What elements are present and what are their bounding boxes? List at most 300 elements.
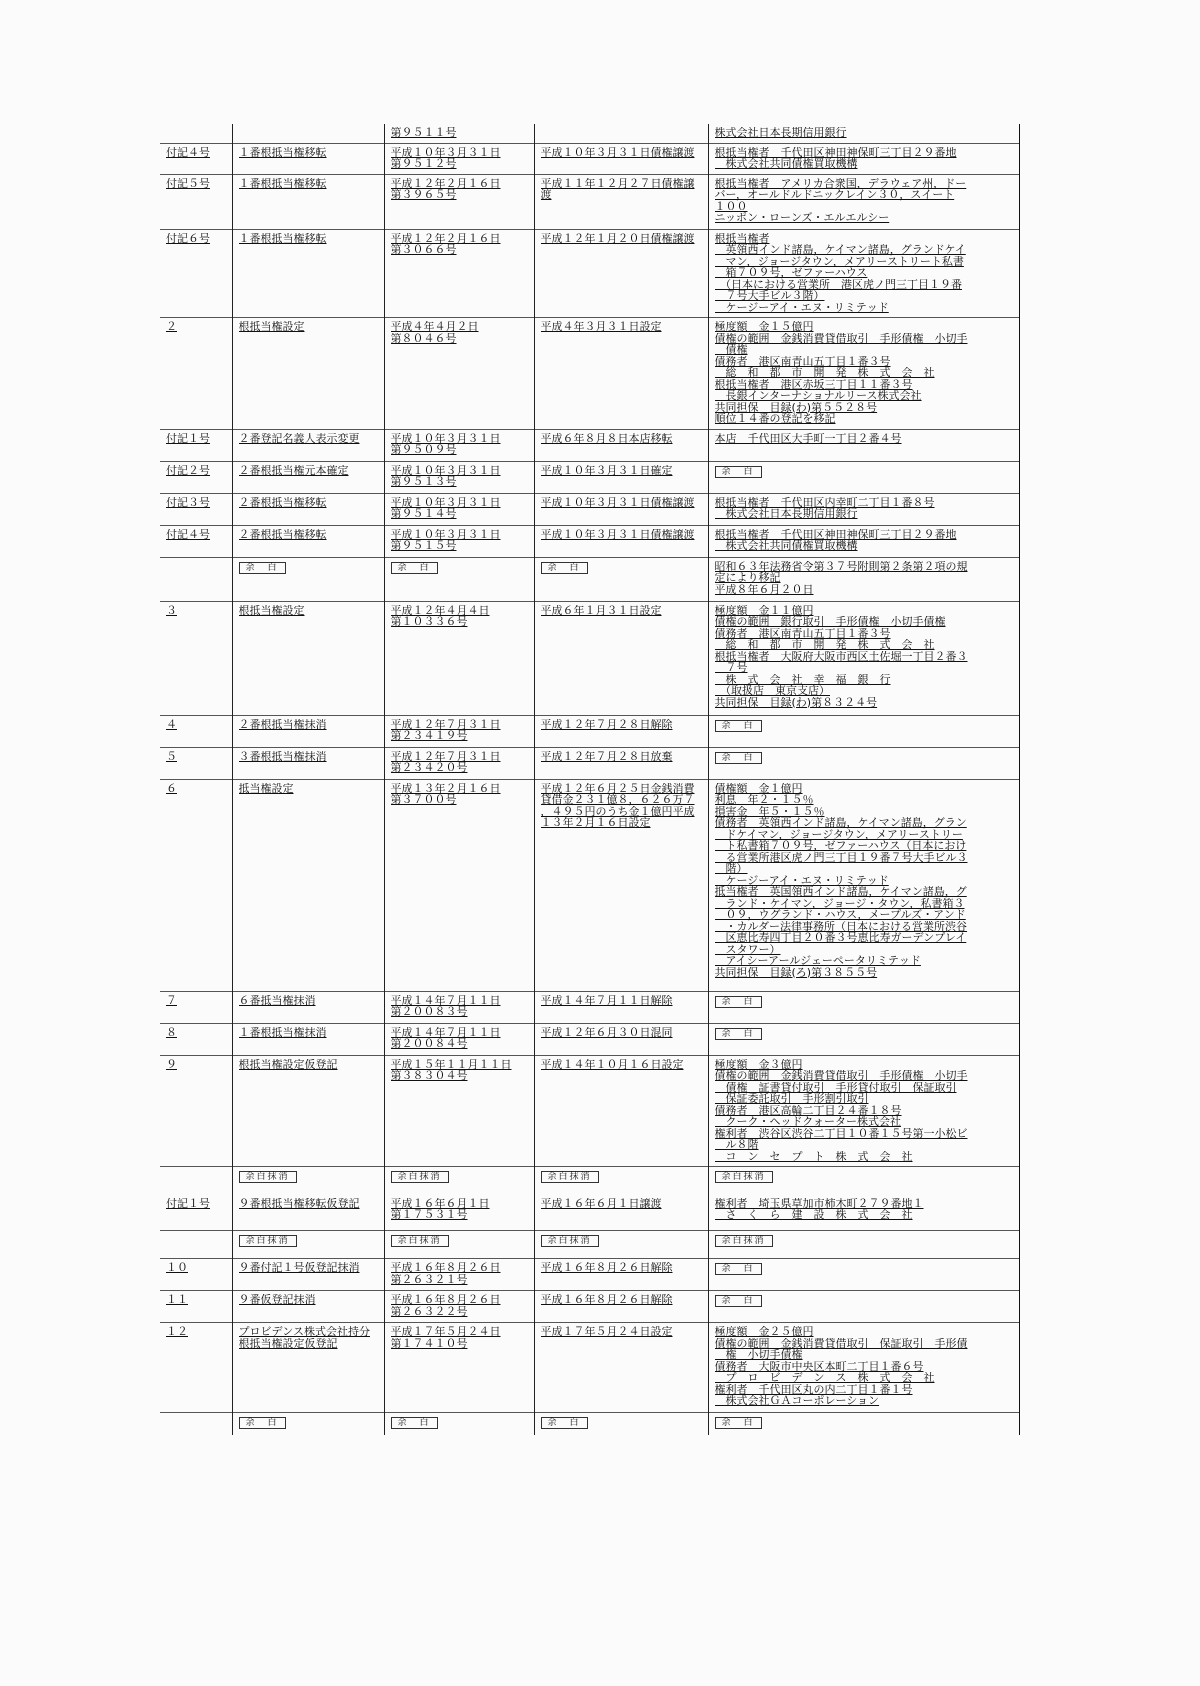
rank-number: ２: [166, 321, 177, 333]
details-cell: [708, 715, 1020, 747]
details-line: １００: [714, 200, 748, 212]
rank-number-cell: [160, 601, 232, 715]
details-line: ケージーアイ・エヌ・リミテッド: [714, 874, 889, 886]
registry-row: [160, 779, 1020, 991]
blank-box: 余 白: [391, 562, 438, 574]
purpose-cell: [232, 601, 384, 715]
receipt-line: 第３９６５号: [390, 189, 457, 201]
rank-number-cell: [160, 124, 232, 143]
details-line: 株 式 会 社 幸 福 銀 行: [714, 673, 891, 685]
blank-box: 余 白: [715, 720, 762, 732]
registry-table-body: [160, 124, 1020, 1435]
registry-row: [160, 461, 1020, 493]
rank-number: ８: [166, 1026, 177, 1038]
purpose: ２番根抵当権移転: [238, 496, 327, 508]
rank-number: 付記６号: [166, 232, 210, 244]
details-line: ト私書箱７０９号，ゼファーハウス（日本におけ: [714, 840, 967, 852]
receipt-line: 第９５１５号: [390, 540, 457, 552]
details-line: 根抵当権者 千代田区内幸町二丁目１番８号: [714, 496, 935, 508]
details-line: 共同担保 目録(わ)第８３２４号: [714, 696, 878, 708]
blank-box: 余 白: [715, 752, 762, 764]
receipt-line: 第９５１４号: [390, 508, 457, 520]
cause-cell: [534, 1323, 708, 1413]
registry-row: [160, 601, 1020, 715]
purpose-cell: [232, 124, 384, 143]
details-line: 極度額 金１１億円: [714, 604, 814, 616]
rank-number-cell: [160, 1195, 232, 1231]
cause-cell: [534, 747, 708, 779]
details-cell: [708, 1259, 1020, 1291]
blank-box: 余 白: [239, 562, 286, 574]
cause-line: 平成１７年５月２４日設定: [540, 1326, 673, 1338]
rank-number-cell: [160, 1167, 232, 1195]
cause-cell: [534, 143, 708, 174]
cause-cell: [534, 493, 708, 525]
details-line: ランド・ケイマン，ジョージ・タウン，私書箱３: [714, 897, 965, 909]
blank-box: 余白抹消: [541, 1235, 599, 1247]
rank-number-cell: [160, 461, 232, 493]
details-cell: [708, 991, 1020, 1023]
details-line: 権利者 千代田区丸の内二丁目１番１号: [714, 1383, 913, 1395]
details-cell: [708, 124, 1020, 143]
purpose-cell: [232, 1023, 384, 1055]
cause-line: 平成１２年６月３０日混同: [540, 1026, 673, 1038]
registry-row: [160, 1259, 1020, 1291]
receipt-line: 第９５１２号: [390, 158, 457, 170]
cause-cell: [534, 318, 708, 430]
cause-cell: [534, 715, 708, 747]
receipt-cell: [384, 601, 534, 715]
registry-row: [160, 747, 1020, 779]
details-line: 極度額 金１５億円: [714, 321, 814, 333]
details-line: （取扱店 東京支店）: [714, 685, 830, 697]
receipt-cell: [384, 557, 534, 601]
purpose: ９番仮登記抹消: [238, 1294, 316, 1306]
details-line: 保証委託取引 手形割引取引: [714, 1093, 869, 1105]
cause-cell: [534, 1055, 708, 1167]
details-line: 平成８年６月２０日: [714, 583, 814, 595]
purpose: ３番根抵当権抹消: [238, 750, 327, 762]
receipt-cell: [384, 493, 534, 525]
blank-box: 余 白: [541, 1417, 588, 1429]
purpose-cell: [232, 318, 384, 430]
receipt-line: 平成１３年２月１６日: [390, 782, 501, 794]
details-line: 債権の範囲 金銭消費貸借取引 保証取引 手形債: [714, 1337, 968, 1349]
rank-number: １１: [166, 1294, 188, 1306]
registry-row: [160, 1291, 1020, 1323]
receipt-cell: [384, 1055, 534, 1167]
purpose-cell: [232, 229, 384, 318]
details-line: 債権額 金１億円: [714, 782, 803, 794]
purpose-cell: [232, 1195, 384, 1231]
details-cell: [708, 601, 1020, 715]
details-line: 極度額 金２５億円: [714, 1326, 814, 1338]
registry-row: [160, 493, 1020, 525]
receipt-line: 第２３４２０号: [390, 762, 468, 774]
rank-number-cell: [160, 318, 232, 430]
blank-box: 余白抹消: [715, 1171, 773, 1183]
details-line: 順位１４番の登記を移記: [714, 413, 836, 425]
purpose: 抵当権設定: [238, 782, 294, 794]
rank-number-cell: [160, 779, 232, 991]
blank-box: 余白抹消: [391, 1235, 449, 1247]
details-line: 総 和 都 市 開 発 株 式 会 社: [714, 639, 935, 651]
details-line: る営業所港区虎ノ門三丁目１９番７号大手ビル３: [714, 851, 968, 863]
details-line: スタワー）: [714, 943, 781, 955]
receipt-line: 平成１０年３月３１日: [390, 496, 501, 508]
details-line: ７号大手ビル３階）: [714, 290, 825, 302]
cause-cell: [534, 461, 708, 493]
blank-box: 余 白: [715, 1263, 762, 1275]
receipt-cell: [384, 1195, 534, 1231]
purpose-cell: [232, 429, 384, 461]
purpose: １番根抵当権移転: [238, 232, 327, 244]
receipt-line: 平成１０年３月３１日: [390, 464, 501, 476]
cause-line: 平成６年１月３１日設定: [540, 604, 662, 616]
rank-number-cell: [160, 143, 232, 174]
rank-number-cell: [160, 229, 232, 318]
cause-line: 平成１６年８月２６日解除: [540, 1294, 673, 1306]
receipt-line: 第２３４１９号: [390, 730, 468, 742]
details-line: アイシーアールジェーペータリミテッド: [714, 955, 921, 967]
rank-number-cell: [160, 715, 232, 747]
purpose-cell: [232, 174, 384, 229]
receipt-line: 第２００８４号: [390, 1038, 468, 1050]
details-line: 株式会社日本長期信用銀行: [714, 508, 858, 520]
rank-number-cell: [160, 429, 232, 461]
purpose-cell: [232, 715, 384, 747]
details-cell: [708, 1195, 1020, 1231]
blank-box: 余 白: [541, 562, 588, 574]
blank-box: 余 白: [715, 1295, 762, 1307]
purpose-cell: [232, 557, 384, 601]
details-cell: [708, 747, 1020, 779]
purpose: ９番付記１号仮登記抹消: [238, 1262, 360, 1274]
rank-number-cell: [160, 1259, 232, 1291]
purpose: 根抵当権設定: [238, 604, 305, 616]
cause-line: 平成１０年３月３１日債権譲渡: [540, 146, 695, 158]
details-line: さ く ら 建 設 株 式 会 社: [714, 1209, 913, 1221]
rank-number: 付記１号: [166, 432, 210, 444]
details-line: クーク・ヘッドクォーター株式会社: [714, 1116, 901, 1128]
cause-line: 平成１４年１０月１６日設定: [540, 1058, 684, 1070]
details-line: 根抵当権者 千代田区神田神保町三丁目２９番地: [714, 146, 957, 158]
details-line: 根抵当権者 千代田区神田神保町三丁目２９番地: [714, 528, 957, 540]
purpose-cell: [232, 1167, 384, 1195]
rank-number: 付記５号: [166, 177, 210, 189]
cause-line: １３年２月１６日設定: [540, 817, 651, 829]
details-line: 株式会社共同債権買取機構: [714, 540, 858, 552]
receipt-line: 第８０４６号: [390, 332, 457, 344]
details-line: 株式会社共同債権買取機構: [714, 158, 858, 170]
cause-cell: [534, 779, 708, 991]
receipt-line: 第１７５３１号: [390, 1209, 468, 1221]
details-line: 階）: [714, 863, 748, 875]
rank-number: １２: [166, 1326, 188, 1338]
cause-line: 平成１２年６月２５日金銭消費: [540, 782, 695, 794]
blank-box: 余 白: [239, 1417, 286, 1429]
receipt-line: 平成１５年１１月１１日: [390, 1058, 512, 1070]
registry-row: [160, 318, 1020, 430]
cause-cell: [534, 429, 708, 461]
purpose: ９番根抵当権移転仮登記: [238, 1197, 360, 1209]
receipt-line: 平成１７年５月２４日: [390, 1326, 501, 1338]
registry-row: [160, 1323, 1020, 1413]
details-line: 共同担保 目録(ろ)第３８５５号: [714, 966, 878, 978]
registry-row: [160, 1231, 1020, 1259]
details-cell: [708, 1413, 1020, 1435]
purpose: １番根抵当権抹消: [238, 1026, 327, 1038]
rank-number-cell: [160, 1023, 232, 1055]
details-line: 英領西インド諸島，ケイマン諸島，グランドケイ: [714, 244, 966, 256]
rank-number: 付記４号: [166, 146, 210, 158]
purpose-cell: [232, 1323, 384, 1413]
details-line: 債務者 港区南青山五丁目１番３号: [714, 627, 891, 639]
cause-line: 平成１２年７月２８日解除: [540, 718, 673, 730]
details-line: コ ン セ プ ト 株 式 会 社: [714, 1150, 913, 1162]
receipt-cell: [384, 1413, 534, 1435]
cause-line: 貸借金２３１億８，６２６万７: [540, 794, 695, 806]
blank-box: 余白抹消: [541, 1171, 599, 1183]
details-line: 権利者 渋谷区渋谷二丁目１０番１５号第一小松ビ: [714, 1127, 968, 1139]
cause-cell: [534, 124, 708, 143]
cause-cell: [534, 525, 708, 557]
rank-number: １０: [166, 1262, 188, 1274]
cause-cell: [534, 229, 708, 318]
details-line: ニッポン・ローンズ・エルエルシー: [714, 212, 890, 224]
details-line: 債権 証書貸付取引 手形貸付取引 保証取引: [714, 1081, 957, 1093]
purpose-cell: [232, 779, 384, 991]
registry-row: [160, 525, 1020, 557]
details-line: 定により移記: [714, 572, 781, 584]
purpose: プロビデンス株式会社持分: [238, 1326, 370, 1338]
purpose-cell: [232, 991, 384, 1023]
details-cell: [708, 174, 1020, 229]
receipt-line: 平成４年４月２日: [390, 321, 479, 333]
registry-row: [160, 1167, 1020, 1195]
details-line: 債権の範囲 金銭消費貸借取引 手形債権 小切手: [714, 1070, 968, 1082]
purpose: 根抵当権設定: [238, 321, 305, 333]
details-line: 株式会社ＧＡコーポレーション: [714, 1395, 880, 1407]
receipt-cell: [384, 124, 534, 143]
cause-cell: [534, 557, 708, 601]
receipt-cell: [384, 779, 534, 991]
details-cell: [708, 461, 1020, 493]
receipt-line: 平成１４年７月１１日: [390, 1026, 501, 1038]
purpose-cell: [232, 1055, 384, 1167]
rank-number-cell: [160, 1291, 232, 1323]
registry-row: [160, 229, 1020, 318]
cause-line: 渡: [540, 189, 552, 201]
purpose-cell: [232, 1291, 384, 1323]
purpose-cell: [232, 1231, 384, 1259]
purpose: ２番根抵当権抹消: [238, 718, 327, 730]
rank-number: 付記１号: [166, 1197, 210, 1209]
receipt-cell: [384, 1167, 534, 1195]
rank-number-cell: [160, 557, 232, 601]
details-line: 債権: [714, 344, 748, 356]
receipt-line: 平成１２年７月３１日: [390, 718, 501, 730]
receipt-line: 平成１４年７月１１日: [390, 994, 501, 1006]
receipt-line: 第９５１１号: [390, 127, 457, 139]
registry-row: [160, 715, 1020, 747]
purpose: １番根抵当権移転: [238, 177, 327, 189]
details-cell: [708, 1055, 1020, 1167]
details-line: ル８階: [714, 1139, 759, 1151]
cause-cell: [534, 1231, 708, 1259]
rank-number-cell: [160, 1323, 232, 1413]
cause-line: 平成１６年６月１日譲渡: [540, 1197, 662, 1209]
blank-box: 余 白: [715, 1417, 762, 1429]
rank-number: ７: [166, 994, 177, 1006]
details-line: 権利者 埼玉県草加市柿木町２７９番地１: [714, 1197, 924, 1209]
receipt-line: 平成１６年８月２６日: [390, 1294, 501, 1306]
blank-box: 余白抹消: [239, 1235, 297, 1247]
rank-number-cell: [160, 493, 232, 525]
details-line: 共同担保 目録(わ)第５５２８号: [714, 401, 878, 413]
receipt-line: 平成１２年７月３１日: [390, 750, 501, 762]
receipt-cell: [384, 747, 534, 779]
receipt-line: 平成１０年３月３１日: [390, 528, 501, 540]
receipt-line: 第３７００号: [390, 794, 457, 806]
receipt-line: 第１７４１０号: [390, 1337, 468, 1349]
cause-cell: [534, 1259, 708, 1291]
rank-number-cell: [160, 1231, 232, 1259]
cause-cell: [534, 174, 708, 229]
cause-line: 平成１１年１２月２７日債権譲: [540, 177, 695, 189]
details-line: 根抵当権者 アメリカ合衆国，デラウェア州，ドー: [714, 177, 967, 189]
registry-table: [160, 124, 1020, 1435]
rank-number: ５: [166, 750, 177, 762]
details-cell: [708, 493, 1020, 525]
registry-row: [160, 991, 1020, 1023]
details-line: 抵当権者 英国領西インド諸島，ケイマン諸島，グ: [714, 886, 967, 898]
rank-number: 付記４号: [166, 528, 210, 540]
details-cell: [708, 429, 1020, 461]
details-line: ドケイマン，ジョージタウン，メアリーストリー: [714, 828, 963, 840]
purpose: １番根抵当権移転: [238, 146, 327, 158]
receipt-cell: [384, 525, 534, 557]
details-line: 極度額 金３億円: [714, 1058, 803, 1070]
details-line: 債務者 大阪市中央区本町二丁目１番６号: [714, 1360, 924, 1372]
details-cell: [708, 229, 1020, 318]
rank-number-cell: [160, 525, 232, 557]
cause-line: 平成１６年８月２６日解除: [540, 1262, 673, 1274]
purpose-cell: [232, 493, 384, 525]
cause-line: 平成６年８月８日本店移転: [540, 432, 673, 444]
details-line: 債権の範囲 銀行取引 手形債権 小切手債権: [714, 616, 946, 628]
receipt-cell: [384, 1231, 534, 1259]
purpose-cell: [232, 525, 384, 557]
cause-line: 平成１４年７月１１日解除: [540, 994, 673, 1006]
registry-row: [160, 124, 1020, 143]
details-line: 長銀インターナショナルリース株式会社: [714, 390, 922, 402]
blank-box: 余 白: [715, 466, 762, 478]
rank-number-cell: [160, 1413, 232, 1435]
cause-cell: [534, 1291, 708, 1323]
details-line: 権 小切手債権: [714, 1349, 803, 1361]
receipt-cell: [384, 1291, 534, 1323]
cause-cell: [534, 1413, 708, 1435]
cause-line: 平成４年３月３１日設定: [540, 321, 662, 333]
details-line: バー，オールドルドニックレイン３０，スイート: [714, 189, 955, 201]
details-line: （日本における営業所 港区虎ノ門三丁目１９番: [714, 278, 962, 290]
registry-row: [160, 1023, 1020, 1055]
details-line: ７号: [714, 662, 748, 674]
purpose-cell: [232, 143, 384, 174]
blank-box: 余白抹消: [715, 1235, 773, 1247]
receipt-cell: [384, 429, 534, 461]
receipt-cell: [384, 1323, 534, 1413]
details-line: 根抵当権者 港区赤坂三丁目１１番３号: [714, 378, 913, 390]
details-line: ０９，ウグランド・ハウス，メープルズ・アンド: [714, 909, 966, 921]
purpose-cell: [232, 747, 384, 779]
cause-line: 平成１０年３月３１日債権譲渡: [540, 528, 695, 540]
cause-line: 平成１２年１月２０日債権譲渡: [540, 232, 695, 244]
rank-number: 付記２号: [166, 464, 210, 476]
details-line: 昭和６３年法務省令第３７号附則第２条第２項の規: [714, 560, 968, 572]
details-line: プ ロ ビ デ ン ス 株 式 会 社: [714, 1372, 935, 1384]
rank-number-cell: [160, 747, 232, 779]
purpose-cont: 根抵当権設定仮登記: [238, 1337, 338, 1349]
blank-box: 余白抹消: [391, 1171, 449, 1183]
details-line: 区恵比寿四丁目２０番３号恵比寿ガーデンプレイ: [714, 932, 967, 944]
receipt-line: 平成１２年２月１６日: [390, 232, 501, 244]
purpose: ２番登記名義人表示変更: [238, 432, 360, 444]
blank-box: 余 白: [715, 996, 762, 1008]
registry-row: [160, 143, 1020, 174]
receipt-line: 第２００８３号: [390, 1006, 468, 1018]
details-cell: [708, 1231, 1020, 1259]
receipt-line: 平成１０年３月３１日: [390, 432, 501, 444]
receipt-line: 第９５０９号: [390, 444, 457, 456]
details-line: ・カルダー法律事務所（日本における営業所渋谷: [714, 920, 968, 932]
details-line: 債権の範囲 金銭消費貸借取引 手形債権 小切手: [714, 332, 968, 344]
registry-row: [160, 1055, 1020, 1167]
receipt-cell: [384, 715, 534, 747]
details-line: ケージーアイ・エヌ・リミテッド: [714, 301, 889, 313]
cause-line: 平成１０年３月３１日確定: [540, 464, 673, 476]
receipt-cell: [384, 1023, 534, 1055]
purpose: ２番根抵当権元本確定: [238, 464, 349, 476]
receipt-line: 第２６３２２号: [390, 1305, 468, 1317]
rank-number-cell: [160, 1055, 232, 1167]
receipt-line: 平成１６年８月２６日: [390, 1262, 501, 1274]
details-line: 箱７０９号，ゼファーハウス: [714, 267, 868, 279]
cause-cell: [534, 1167, 708, 1195]
rank-number: 付記３号: [166, 496, 210, 508]
details-line: 株式会社日本長期信用銀行: [714, 127, 847, 139]
receipt-cell: [384, 318, 534, 430]
cause-line: 平成１２年７月２８日放棄: [540, 750, 673, 762]
details-line: 利息 年２・１５％: [714, 794, 814, 806]
details-line: 総 和 都 市 開 発 株 式 会 社: [714, 367, 935, 379]
purpose: ２番根抵当権移転: [238, 528, 327, 540]
registry-row: [160, 429, 1020, 461]
details-line: 根抵当権者: [714, 232, 770, 244]
receipt-cell: [384, 991, 534, 1023]
cause-cell: [534, 1023, 708, 1055]
rank-number-cell: [160, 174, 232, 229]
cause-cell: [534, 601, 708, 715]
details-cell: [708, 143, 1020, 174]
receipt-cell: [384, 1259, 534, 1291]
receipt-cell: [384, 174, 534, 229]
rank-number: ６: [166, 782, 177, 794]
purpose-cell: [232, 461, 384, 493]
details-cell: [708, 1323, 1020, 1413]
details-line: 債務者 港区南青山五丁目１番３号: [714, 355, 891, 367]
